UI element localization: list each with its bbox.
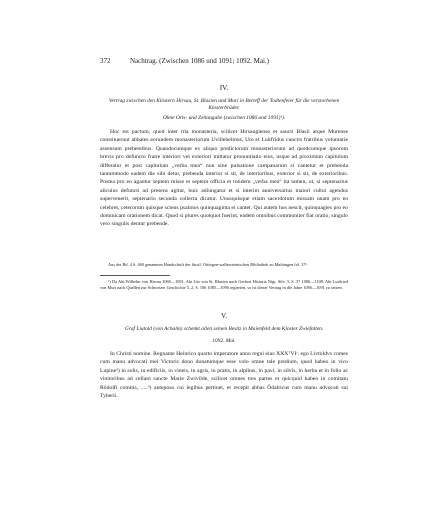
running-header [100,57,348,66]
document-text-v [100,350,348,400]
section-numeral-v: V. [220,312,228,320]
document-text-iv [100,128,348,229]
page-number: 372 [100,57,111,65]
section-numeral-iv: IV. [219,84,229,92]
section-date-v: 1092. Mai. [212,338,236,344]
section-title-iv: Vertrag zwischen den Klöstern Hirsau, St. Blasien und Muri in Betreff der Todtenfeier für die verstorbenen Klosterbrüder. [108,98,340,111]
source-note: Aus der Bd. 4 S. 460 genannten Handschrift der fürstl. Ottingen-wallersteinischen Bibliothek zu Maihingen fol. 37ᵃ. [108,262,308,267]
section-subtitle-iv: Ohne Orts- und Zeitangabe (zwischen 1086 und 1091)¹). [162,115,286,121]
paragraph: In Christi nomine. Regnante Heinrico quarto imperatore anno regni eius XXXᵀVIᵗ. ego Livtoldvs comes cum manu advocati mei Victoris dono donatumque esse volo omne tale predium, quod habeo in vico Lupine²) in solis, in edificiis, in vineis, in agris, in pratis, in alpibus, in pavi, in silvis, in herba et in folio ac vinitoribus ad cellam sancte Marie Zwivilde, scilicet omnes tres partes et quicquid habeo in comitatu Rôdolfi comitis, .....³) anteposo cui legibus pertinet, et recepit abbas Ôdalricus cum manu advocati sui Tyberii. [100,351,348,400]
source-note-iv [100,262,348,268]
footnote-iv [100,279,348,290]
footnote-rule [100,275,170,276]
running-title: Nachtrag. (Zwischen 1086 und 1091; 1092. Mai.) [130,57,269,65]
paragraph: Hoc est pactum, quod inter tria monasteria, scilicet Hirsaugiense et sancti Blasii atque Murense constituerunt abbates eorundem monasteriorum Uvillehelmus, Uto et Luitfridus cunctis fratribus voluntarie assensum prebentibus. Quandocumque ex aliquo predictorum monasteriorum ad quodcumque ipsorum brevis pro defuncto fratre interiori vel exteriori mittatur pronuntiatio eius, usque ad proximum capitulum differatur et post capitulum „verba mea“ non sine pulsatione campanarum si cantetur et prebenda tantummodo eadem die sibi detur, prebenda interior si sit, de interioribus, exterior si sit, de exterioribus. Postea pro eo agantur septem misse et septem officia et totidem „verba mea“ ita tamen, ut, si septenarius alicuius defuncti ad presens agitur, huic adiungatur et si interim anniversarius maiori cultui agendus supervenerit, septenario secunda collecta dicatur. Unusquisque etiam sacerdotum missam unam pro eo celebret, ceterorum quisque sciens psalmos quinquaginta ei cantet. Qui autem hos nescit, quinquagies pro eo dominicam orationem dicat. Quod si plures quotquot fuerint, eadem omnibus communiter fiat oratio, singulo vero singulis dentur prebende. [100,129,348,228]
footnote: ¹) Da Abt Wilhelm von Hirsau 1069—1091, Abt Uto von St. Blasien nach Gerbert Historia Nigr. Silv. 3, S. 37 1086—1108, Abt Luitfried von Muri nach Quellen zur Schweizer Geschichte 3, 2, S. 106 1085—1096 regierten, so ist dieser Vertrag in die Jahre 1086—1091 zu setzen. [100,279,348,290]
section-title-v: Graf Liutold (von Achalm) schenkt allen seinen Besitz in Maienfeld dem Kloster Zwiefalten. [124,326,324,332]
